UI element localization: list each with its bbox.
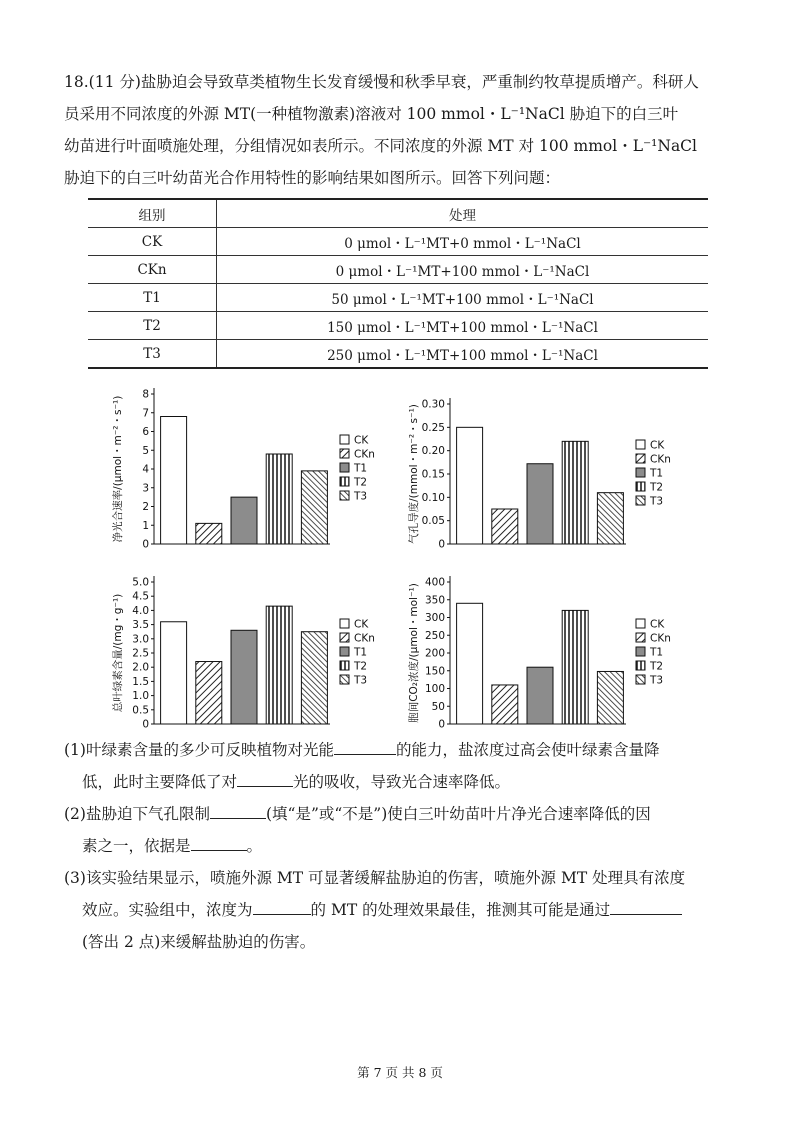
bar-t3 — [597, 671, 623, 724]
y-tick-label: 2.0 — [132, 661, 149, 674]
bar-t1 — [527, 464, 553, 544]
q3-line-1: (3)该实验结果显示，喷施外源 MT 可显著缓解盐胁迫的伤害，喷施外源 MT 处理具有浓度 — [64, 869, 686, 887]
bar-t2 — [266, 606, 292, 724]
bar-t2 — [266, 454, 292, 544]
legend-label-ck: CK — [650, 439, 665, 452]
answer-blank[interactable] — [253, 898, 311, 915]
bar-t1 — [231, 497, 257, 544]
legend-label-t1: T1 — [650, 646, 664, 659]
legend-label-t2: T2 — [354, 660, 368, 673]
treatment-cell: 50 μmol・L⁻¹MT+100 mmol・L⁻¹NaCl — [217, 284, 709, 312]
y-axis-label: 胞间CO₂浓度/(μmol・mol⁻¹) — [408, 583, 420, 723]
y-tick-label: 0.25 — [421, 421, 445, 434]
group-cell: T1 — [88, 284, 217, 312]
legend-swatch-ck — [340, 619, 349, 628]
y-tick-label: 3.5 — [132, 619, 149, 632]
bar-t3 — [301, 632, 327, 724]
legend-label-ckn: CKn — [354, 448, 375, 461]
table-row — [88, 340, 708, 369]
answer-blank[interactable] — [191, 834, 247, 851]
y-tick-label: 0.05 — [421, 515, 445, 528]
question-1 — [64, 734, 734, 798]
legend-swatch-ckn — [636, 633, 645, 642]
answer-blank[interactable] — [237, 770, 293, 787]
legend-swatch-ckn — [636, 454, 645, 463]
bar-ckn — [492, 685, 518, 724]
legend-swatch-ckn — [340, 633, 349, 642]
legend-label-t3: T3 — [650, 495, 664, 508]
legend-label-ck: CK — [354, 434, 369, 447]
bar-ck — [161, 417, 187, 545]
intro-line-3: 幼苗进行叶面喷施处理，分组情况如表所示。不同浓度的外源 MT 对 100 mmol・L⁻¹NaCl — [64, 137, 697, 155]
bar-ckn — [492, 509, 518, 544]
legend-swatch-t3 — [636, 675, 645, 684]
table-row — [88, 228, 708, 256]
legend-swatch-t3 — [340, 675, 349, 684]
legend-label-t3: T3 — [650, 674, 664, 687]
q3-line-3: (答出 2 点)来缓解盐胁迫的伤害。 — [82, 933, 316, 951]
legend-swatch-t1 — [636, 647, 645, 656]
y-tick-label: 4 — [142, 463, 149, 476]
legend-label-ckn: CKn — [650, 453, 671, 466]
group-cell: CKn — [88, 256, 217, 284]
chart-intercellular-co2 — [404, 568, 704, 732]
table-header-treatment: 处理 — [217, 199, 709, 228]
q2-line-1: (2)盐胁迫下气孔限制 (填“是”或“不是”)使白三叶幼苗叶片净光合速率降低的因 — [64, 798, 734, 830]
y-tick-label: 350 — [424, 594, 445, 607]
legend-label-t2: T2 — [650, 481, 664, 494]
bar-ckn — [196, 523, 222, 544]
legend-label-t1: T1 — [354, 462, 368, 475]
q1-line-1: (1)叶绿素含量的多少可反映植物对光能 的能力，盐浓度过高会使叶绿素含量降 — [64, 734, 734, 766]
table-row — [88, 284, 708, 312]
y-axis-label: 气孔导度/(mmol・m⁻²・s⁻¹) — [408, 404, 420, 544]
y-axis-label: 总叶绿素含量/(mg・g⁻¹) — [112, 593, 124, 713]
y-tick-label: 4.5 — [132, 590, 149, 603]
legend-label-t3: T3 — [354, 674, 368, 687]
q3-line-2: 效应。实验组中，浓度为 的 MT 的处理效果最佳，推测其可能是通过 — [64, 894, 734, 926]
y-tick-label: 150 — [424, 665, 445, 678]
legend-label-ck: CK — [354, 618, 369, 631]
chart-svg-stomatal-conductance — [404, 390, 704, 552]
y-tick-label: 0.20 — [421, 445, 445, 458]
y-tick-label: 200 — [424, 647, 445, 660]
bar-ckn — [196, 662, 222, 724]
legend-label-ckn: CKn — [354, 632, 375, 645]
y-tick-label: 1 — [142, 519, 149, 532]
y-tick-label: 0.5 — [132, 704, 149, 717]
legend-swatch-ck — [636, 619, 645, 628]
legend-swatch-ck — [340, 435, 349, 444]
treatment-table — [88, 198, 708, 369]
y-tick-label: 50 — [431, 700, 445, 713]
y-tick-label: 2.5 — [132, 647, 149, 660]
intro-line-1: 18.(11 分)盐胁迫会导致草类植物生长发育缓慢和秋季早衰，严重制约牧草提质增产。科研人 — [64, 73, 699, 91]
bar-t3 — [301, 471, 327, 544]
chart-stomatal-conductance — [404, 390, 704, 552]
bar-ck — [457, 427, 483, 544]
y-tick-label: 0.15 — [421, 468, 445, 481]
y-tick-label: 0.30 — [421, 398, 445, 411]
chart-chlorophyll — [108, 568, 408, 732]
legend-swatch-t3 — [636, 496, 645, 505]
legend-label-t3: T3 — [354, 490, 368, 503]
chart-svg-intercellular-co2 — [404, 568, 704, 732]
intro-line-2: 员采用不同浓度的外源 MT(一种植物激素)溶液对 100 mmol・L⁻¹NaCl 胁迫下的白三叶 — [64, 105, 679, 123]
legend-swatch-t2 — [636, 661, 645, 670]
legend-swatch-t1 — [636, 468, 645, 477]
y-tick-label: 7 — [142, 407, 149, 420]
y-tick-label: 400 — [424, 576, 445, 589]
bar-ck — [161, 622, 187, 724]
question-3 — [64, 862, 734, 958]
question-2 — [64, 798, 734, 862]
y-tick-label: 0 — [142, 538, 149, 551]
y-tick-label: 3.0 — [132, 633, 149, 646]
bar-t2 — [562, 610, 588, 724]
treatment-cell: 250 μmol・L⁻¹MT+100 mmol・L⁻¹NaCl — [217, 340, 709, 369]
answer-blank[interactable] — [610, 898, 682, 915]
treatment-cell: 0 μmol・L⁻¹MT+0 mmol・L⁻¹NaCl — [217, 228, 709, 256]
table-row — [88, 256, 708, 284]
y-tick-label: 5 — [142, 444, 149, 457]
y-tick-label: 4.0 — [132, 604, 149, 617]
y-tick-label: 6 — [142, 426, 149, 438]
y-tick-label: 8 — [142, 388, 149, 401]
legend-label-t1: T1 — [354, 646, 368, 659]
answer-blank[interactable] — [334, 738, 396, 755]
treatment-cell: 0 μmol・L⁻¹MT+100 mmol・L⁻¹NaCl — [217, 256, 709, 284]
bar-t1 — [527, 667, 553, 724]
table-header-row — [88, 199, 708, 228]
page-footer: 第 7 页 共 8 页 — [357, 1065, 443, 1080]
legend-label-t1: T1 — [650, 467, 664, 480]
legend-swatch-t1 — [340, 463, 349, 472]
question-number: 18. — [64, 73, 89, 91]
y-tick-label: 5.0 — [132, 576, 149, 589]
y-axis-label: 净光合速率/(μmol・m⁻²・s⁻¹) — [112, 395, 124, 543]
chart-svg-chlorophyll — [108, 568, 408, 732]
legend-swatch-t3 — [340, 491, 349, 500]
legend-swatch-t2 — [340, 661, 349, 670]
y-tick-label: 0.10 — [421, 491, 445, 504]
bar-t2 — [562, 441, 588, 544]
answer-blank[interactable] — [210, 802, 266, 819]
question-score: (11 分) — [88, 73, 141, 91]
treatment-cell: 150 μmol・L⁻¹MT+100 mmol・L⁻¹NaCl — [217, 312, 709, 340]
q2-line-2: 素之一，依据是 。 — [64, 830, 734, 862]
legend-label-t2: T2 — [354, 476, 368, 489]
group-cell: T2 — [88, 312, 217, 340]
y-tick-label: 250 — [424, 629, 445, 642]
y-tick-label: 300 — [424, 612, 445, 624]
group-cell: T3 — [88, 340, 217, 369]
y-tick-label: 0 — [438, 718, 445, 731]
legend-swatch-t2 — [636, 482, 645, 491]
legend-label-ckn: CKn — [650, 632, 671, 645]
legend-swatch-t1 — [340, 647, 349, 656]
y-tick-label: 0 — [438, 538, 445, 551]
bar-ck — [457, 603, 483, 724]
y-tick-label: 1.5 — [132, 675, 149, 688]
legend-swatch-ckn — [340, 449, 349, 458]
y-tick-label: 2 — [142, 501, 149, 513]
bar-t3 — [597, 493, 623, 544]
y-tick-label: 1.0 — [132, 690, 149, 703]
table-header-group: 组别 — [88, 199, 217, 228]
chart-net-photosynthesis — [108, 380, 408, 552]
chart-svg-net-photosynthesis — [108, 380, 408, 552]
table-row — [88, 312, 708, 340]
y-tick-label: 3 — [142, 482, 149, 495]
bar-t1 — [231, 630, 257, 724]
legend-swatch-t2 — [340, 477, 349, 486]
legend-label-t2: T2 — [650, 660, 664, 673]
group-cell: CK — [88, 228, 217, 256]
legend-swatch-ck — [636, 440, 645, 449]
question-intro — [64, 66, 724, 194]
y-tick-label: 100 — [424, 683, 445, 695]
q1-line-2: 低，此时主要降低了对 光的吸收，导致光合速率降低。 — [64, 766, 734, 798]
intro-line-4: 胁迫下的白三叶幼苗光合作用特性的影响结果如图所示。回答下列问题： — [64, 169, 561, 187]
legend-label-ck: CK — [650, 618, 665, 631]
y-tick-label: 0 — [142, 718, 149, 731]
